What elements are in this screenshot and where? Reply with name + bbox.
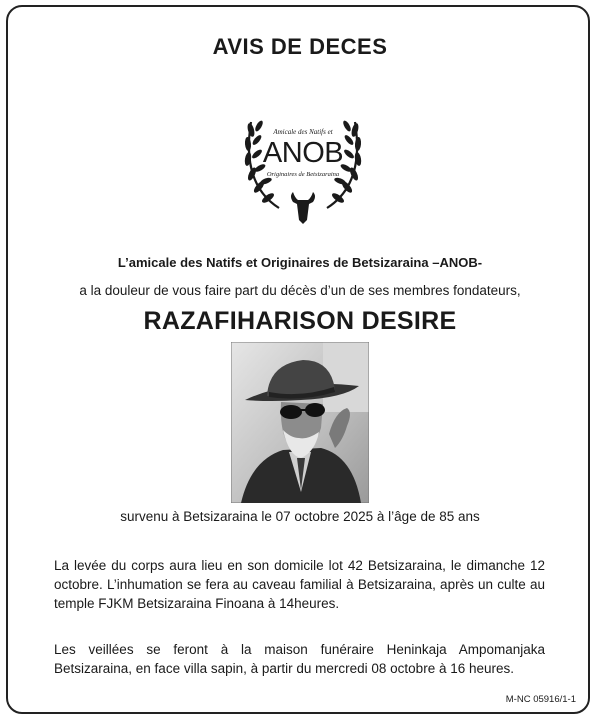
notice-title: AVIS DE DECES [212,34,388,59]
svg-text:ANOB: ANOB [262,137,344,169]
svg-text:Amicale des Natifs et: Amicale des Natifs et [273,128,333,136]
association-line: L’amicale des Natifs et Originaires de Betsizaraina –ANOB- [117,255,483,270]
death-details: survenu à Betsizaraina le 07 octobre 2025 à l’âge de 85 ans [120,509,480,524]
svg-text:Originaires de Betsizaraina: Originaires de Betsizaraina [266,171,340,178]
deceased-name: RAZAFIHARISON DESIRE [143,307,457,335]
announcement-line: a la douleur de vous faire part du décès d’un de ses membres fondateurs, [79,283,521,298]
vigil-paragraph: Les veillées se feront à la maison funéraire Heninkaja Ampomanjaka Betsizaraina, en face villa sapin, à partir du mercredi 08 octobre à 16 heures. [54,642,545,676]
funeral-paragraph: La levée du corps aura lieu en son domicile lot 42 Betsizaraina, le dimanche 12 octobre. L’inhumation se fera au caveau familial à Betsizaraina, après un culte au temple FJKM Betsizaraina Finoana à 14heures. [54,558,545,611]
anob-logo [235,104,371,226]
reference-code: M-NC 05916/1-1 [505,694,576,705]
deceased-photo [231,342,369,503]
